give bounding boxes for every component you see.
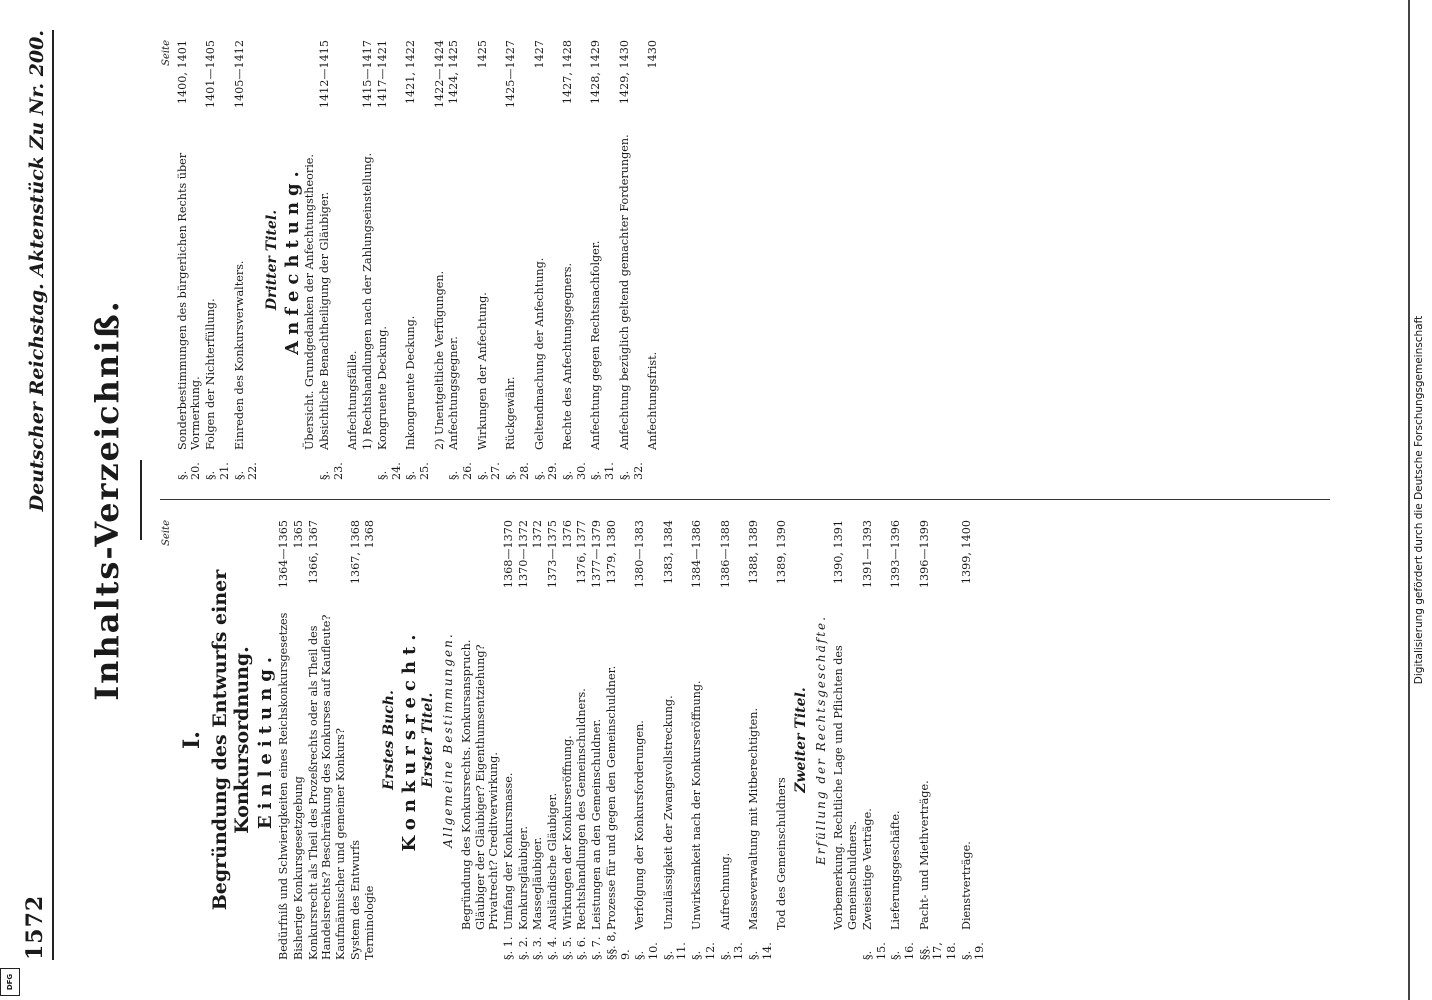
section-number: §. 20. [175,462,203,480]
section-number: §. 15. [860,942,888,960]
section-number: §. 22. [232,462,260,480]
toc-entry [404,40,431,480]
header-rule [52,30,54,960]
toc-entry [176,40,203,480]
entry-text: Absichtliche Benachtheiligung der Gläubiger. [318,191,332,450]
book1-subtitle: Konkursrecht. [398,628,420,852]
right-top-list [176,40,260,480]
part-title: Begründung des Entwurfs einer Konkursordnung. [209,569,254,911]
toc-entry [476,40,503,480]
roman-part: I. [178,731,205,749]
toc-entry [960,520,987,960]
section-number: §. 26. [447,462,475,480]
section-title: Inhalts-Verzeichniß. [88,299,126,701]
entry-text: Anfechtungsfrist. [646,351,660,450]
entry-pages: 1412—1415 [318,40,332,109]
entry-pages: 1389, 1390 [775,520,789,585]
entry-pages: 1401—1405 [204,40,218,109]
running-title: Deutscher Reichstag. Aktenstück Zu Nr. 200. [26,30,48,512]
section-number: §. 13. [718,942,746,960]
left-column [160,520,1360,960]
page-number: 1572 [22,894,48,960]
entry-pages: 1368 [363,520,377,549]
section-number: §. 3. [531,936,545,960]
section-number: §. 29. [532,462,560,480]
toc-entry [502,520,516,960]
entry-pages: 1396—1399 [917,520,931,589]
title2-list [832,520,987,960]
section-number: §. 19. [959,942,987,960]
entry-text: Bedürfniß und Schwierigkeiten eines Reichskonkursgesetzes [277,612,291,960]
toc-entry [561,520,575,960]
section-number: §. 7. [590,936,604,960]
entry-pages: 1405—1412 [232,40,246,109]
entry-pages: 1376 [560,520,574,549]
title1-heading: Erster Titel. [420,692,437,788]
entry-pages: 1425 [475,40,489,69]
entry-text: Folgen der Nichterfüllung. [204,298,218,450]
entry-pages: 1422—1424 [432,40,446,109]
entry-text: Konkursgläubiger. [516,826,530,930]
section-number: §. 31. [589,462,617,480]
entry-text: Anfechtung bezüglich geltend gemachter Forderungen. [617,134,631,450]
book1-title: Erstes Buch. [381,690,398,790]
entry-text: Pacht- und Miethverträge. [917,780,931,930]
section-number: §. 11. [661,942,689,960]
entry-pages: 1427 [532,40,546,69]
section-number: §. 10. [633,942,660,960]
entry-text: 1) Rechtshandlungen nach der Zahlungseinstellung. [361,152,375,450]
toc-entry [447,40,474,480]
toc-entry [719,520,746,960]
section-number: §§. 8, 9. [604,931,632,960]
entry-pages: 1415—1417 [361,40,375,109]
entry-pages: 1393—1396 [889,520,903,589]
column-divider [160,499,1330,500]
toc-entry [662,520,689,960]
toc-entry [204,40,231,480]
entry-pages: 1400, 1401 [175,40,189,105]
entry-text: Leistungen an den Gemeinschuldner. [590,718,604,930]
entry-text: System des Entwurfs [348,840,362,960]
entry-pages: 1383, 1384 [661,520,675,585]
entry-text: Anfechtungsgegner. [447,336,461,450]
entry-pages: 1366, 1367 [306,520,320,585]
einleitung-list [277,520,377,960]
entry-text: Aufrechnung. [718,852,732,930]
section-number: §. 23. [318,462,345,480]
entry-pages: 1386—1388 [718,520,732,589]
section-number: §. 28. [504,462,531,480]
entry-pages: 1367, 1368 [348,520,362,585]
entry-text: Wirkungen der Konkurseröffnung. [560,735,574,930]
running-header [18,30,48,960]
title-rule [140,460,142,540]
entry-text: Umfang der Konkursmasse. [501,772,515,930]
entry-text: Masseverwaltung mit Mitberechtigten. [746,707,760,930]
toc-entry [690,520,717,960]
entry-text: Inkongruente Deckung. [404,315,418,450]
entry-pages: 1388, 1389 [746,520,760,585]
seite-label: Seite [161,520,172,546]
entry-pages: 1376, 1377 [575,520,589,585]
toc-entry [504,40,531,480]
toc-entry [376,40,403,480]
entry-text: Sonderbestimmungen des bürgerlichen Rechts über Vormerkung. [175,152,203,450]
entry-text: Zweiseitige Verträge. [860,808,874,930]
section-number: §. 24. [375,462,403,480]
entry-text: Wirkungen der Anfechtung. [475,292,489,450]
entry-text: Verfolgung der Konkursforderungen. [633,720,647,930]
entry-text: Übersicht. Grundgedanken der Anfechtungstheorie. [303,154,317,450]
toc-entry [618,40,645,480]
title1-subheading: Allgemeine Bestimmungen. [441,632,456,848]
toc-entry [747,520,774,960]
section-number: §. 1. [501,936,515,960]
entry-text: Ausländische Gläubiger. [546,792,560,930]
entry-text: Konkursrecht als Theil des Prozeßrechts oder als Theil des Handelsrechts? Beschränkung des Konkurses auf Kaufleute? Kaufmännischer und gemeiner Konkurs? [306,614,347,960]
entry-pages: 1365 [291,520,305,549]
title1-list [460,520,789,960]
entry-pages: 1430 [646,40,660,69]
dfg-logo-icon [0,968,20,996]
entry-pages: 1364—1365 [277,520,291,589]
entry-pages: 1424, 1425 [447,40,461,105]
toc-entry [233,40,260,480]
right-column [160,40,1360,480]
toc-entry [889,520,916,960]
section-number: §. 30. [560,462,588,480]
entry-pages: 1425—1427 [504,40,518,109]
entry-pages: 1370—1372 [516,520,530,589]
section-number: §. 2. [516,936,530,960]
entry-text: Anfechtungsfälle. [346,350,360,450]
entry-pages: 1372 [531,520,545,549]
section-number: §. 32. [617,462,645,480]
entry-text: Anfechtung gegen Rechtsnachfolger. [589,240,603,450]
entry-pages: 1421, 1422 [404,40,418,105]
section-number: §. 27. [475,462,503,480]
dfg-logo-text: DFG [6,973,14,991]
toc-entry [460,520,501,960]
section-number: §. 21. [204,462,231,480]
toc-entry [292,520,306,960]
section-number: §. 12. [690,942,717,960]
entry-text: Massegläubiger. [531,836,545,930]
entry-pages: 1380—1383 [633,520,647,589]
entry-text: Tod des Gemeinschuldners [775,777,789,930]
title2-subheading: Erfüllung der Rechtsgeschäfte. [813,615,828,865]
toc-entry [361,40,375,480]
toc-entry [307,520,348,960]
toc-entry [918,520,959,960]
entry-text: 2) Unentgeltliche Verfügungen. [432,270,446,450]
toc-entry [605,520,632,960]
section-number: §. 6. [575,936,589,960]
entry-text: Prozesse für und gegen den Gemeinschuldner. [604,665,618,930]
toc-entry [646,40,660,480]
title3-subheading: Anfechtung. [281,165,303,355]
entry-pages: 1428, 1429 [589,40,603,105]
toc-entry [590,520,604,960]
entry-text: Rückgewähr. [504,376,518,450]
entry-pages: 1391—1393 [860,520,874,589]
entry-text: Unzulässigkeit der Zwangsvollstreckung. [661,695,675,930]
toc-entry [546,520,560,960]
title2-heading: Zweiter Titel. [793,687,810,793]
einleitung-title: Einleitung. [255,650,277,830]
entry-text: Vorbemerkung. Rechtliche Lage und Pflichten des Gemeinschuldners. [832,645,860,930]
title3-heading: Dritter Titel. [263,209,280,311]
entry-text: Geltendmachung der Anfechtung. [532,257,546,450]
toc-entry [277,520,291,960]
toc-entry [633,520,660,960]
entry-text: Einreden des Konkursverwalters. [232,260,246,450]
section-number: §. 16. [889,942,916,960]
entry-text: Dienstverträge. [959,841,973,930]
entry-pages: 1427, 1428 [560,40,574,105]
entry-pages: 1384—1386 [690,520,704,589]
toc-entry [531,520,545,960]
toc-entry [861,520,888,960]
credit-text: Digitalisierung gefördert durch die Deutsche Forschungsgemeinschaft [1413,315,1426,685]
toc-entry [318,40,345,480]
section-number: §. 25. [404,462,431,480]
toc-entry [517,520,531,960]
toc-entry [533,40,560,480]
toc-entry [589,40,616,480]
entry-text: Rechte des Anfechtungsgegners. [560,262,574,450]
toc-entry [363,520,377,960]
entry-text: Kongruente Deckung. [375,326,389,450]
section-number: §. 5. [560,936,574,960]
section-number: §. 4. [546,936,560,960]
toc-entry [775,520,789,960]
title3-list [303,40,660,480]
section-number: §§. 17, 18. [917,942,959,960]
entry-pages: 1377—1379 [590,520,604,589]
entry-text: Rechtshandlungen des Gemeinschuldners. [575,688,589,930]
entry-text: Lieferungsgeschäfte. [889,810,903,930]
entry-pages: 1373—1375 [546,520,560,589]
entry-pages: 1417—1421 [375,40,389,109]
toc-entry [346,40,360,480]
toc-entry [561,40,588,480]
toc-entry [575,520,589,960]
toc-entry [433,40,447,480]
entry-pages: 1379, 1380 [604,520,618,585]
section-number: §. 14. [746,942,774,960]
entry-text: Bisherige Konkursgesetzgebung [291,776,305,960]
toc-entry [832,520,859,960]
toc-entry [349,520,363,960]
digitization-credit [1410,0,1428,1000]
entry-text: Unwirksamkeit nach der Konkurseröffnung. [690,680,704,930]
entry-pages: 1390, 1391 [832,520,846,585]
seite-label-right: Seite [161,40,172,66]
entry-text: Begründung des Konkursrechts. Konkursanspruch. Gläubiger der Gläubiger? Eigenthumsentziehung? Privatrecht? Creditverwirkung. [459,639,501,930]
entry-pages: 1429, 1430 [617,40,631,105]
entry-pages: 1399, 1400 [959,520,973,585]
entry-text: Terminologie [363,885,377,960]
toc-entry [303,40,317,480]
entry-pages: 1368—1370 [501,520,515,589]
